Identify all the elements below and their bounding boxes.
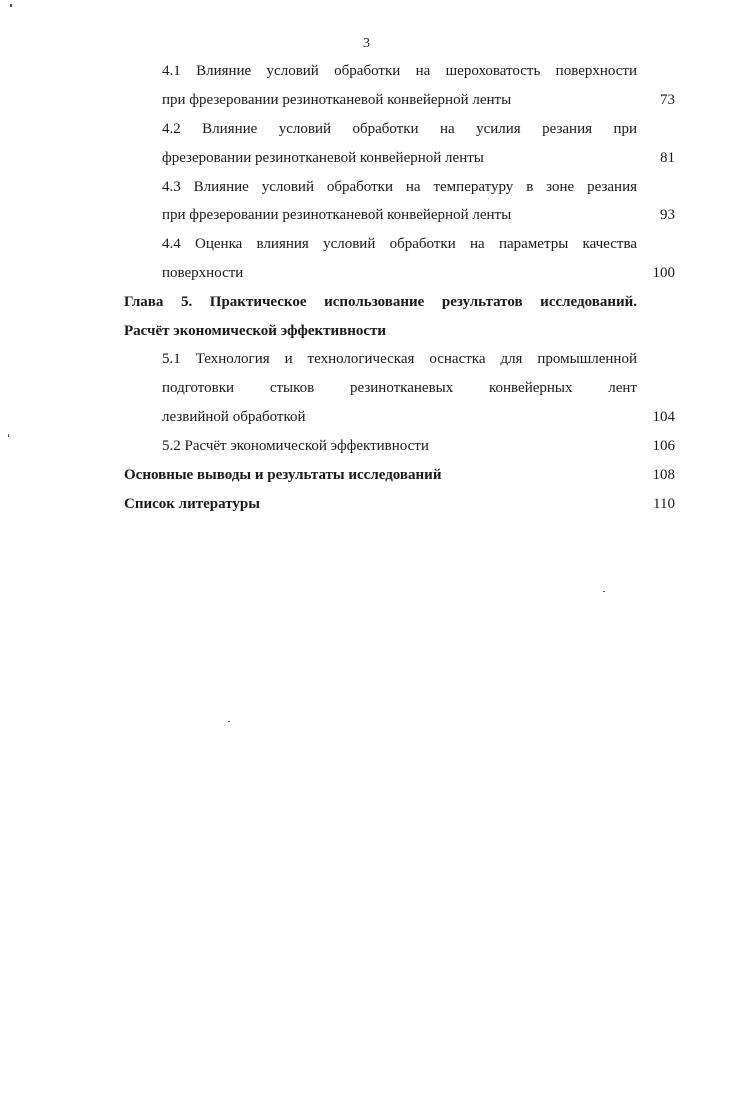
toc-chapter-heading: Расчёт экономической эффективности xyxy=(124,323,387,339)
toc-line: при фрезеровании резинотканевой конвейерной ленты xyxy=(162,207,512,223)
toc-line: при фрезеровании резинотканевой конвейерной ленты xyxy=(162,92,512,108)
toc-line: 4.2 Влияние условий обработки на усилия резания при xyxy=(162,121,637,137)
scan-speck xyxy=(603,591,605,592)
scan-speck xyxy=(8,434,9,437)
toc-line: 5.2 Расчёт экономической эффективности xyxy=(162,438,429,454)
scan-speck xyxy=(228,721,230,722)
toc-section-heading: Основные выводы и результаты исследований xyxy=(124,467,442,483)
toc-chapter-heading: Глава 5. Практическое использование результатов исследований. xyxy=(124,294,637,310)
toc-page-number: 93 xyxy=(660,207,675,223)
toc-line: 4.1 Влияние условий обработки на шероховатость поверхности xyxy=(162,63,637,79)
scan-speck xyxy=(10,4,12,7)
toc-line: подготовки стыков резинотканевых конвейерных лент xyxy=(162,380,637,396)
toc-line: лезвийной обработкой xyxy=(162,409,306,425)
page-number: 3 xyxy=(363,36,370,51)
toc-page-number: 106 xyxy=(652,438,675,454)
toc-page-number: 104 xyxy=(652,409,675,425)
toc-page-number: 73 xyxy=(660,92,675,108)
toc-line: фрезеровании резинотканевой конвейерной ленты xyxy=(162,150,484,166)
toc-page-number: 81 xyxy=(660,150,675,166)
toc-page-number: 108 xyxy=(652,467,675,483)
toc-section-heading: Список литературы xyxy=(124,496,260,512)
toc-line: 4.3 Влияние условий обработки на температуру в зоне резания xyxy=(162,179,637,195)
toc-line: 4.4 Оценка влияния условий обработки на параметры качества xyxy=(162,236,637,252)
toc-line: 5.1 Технология и технологическая оснастка для промышленной xyxy=(162,351,637,367)
toc-page-number: 100 xyxy=(652,265,675,281)
toc-page-number: 110 xyxy=(653,496,675,512)
toc-line: поверхности xyxy=(162,265,244,281)
